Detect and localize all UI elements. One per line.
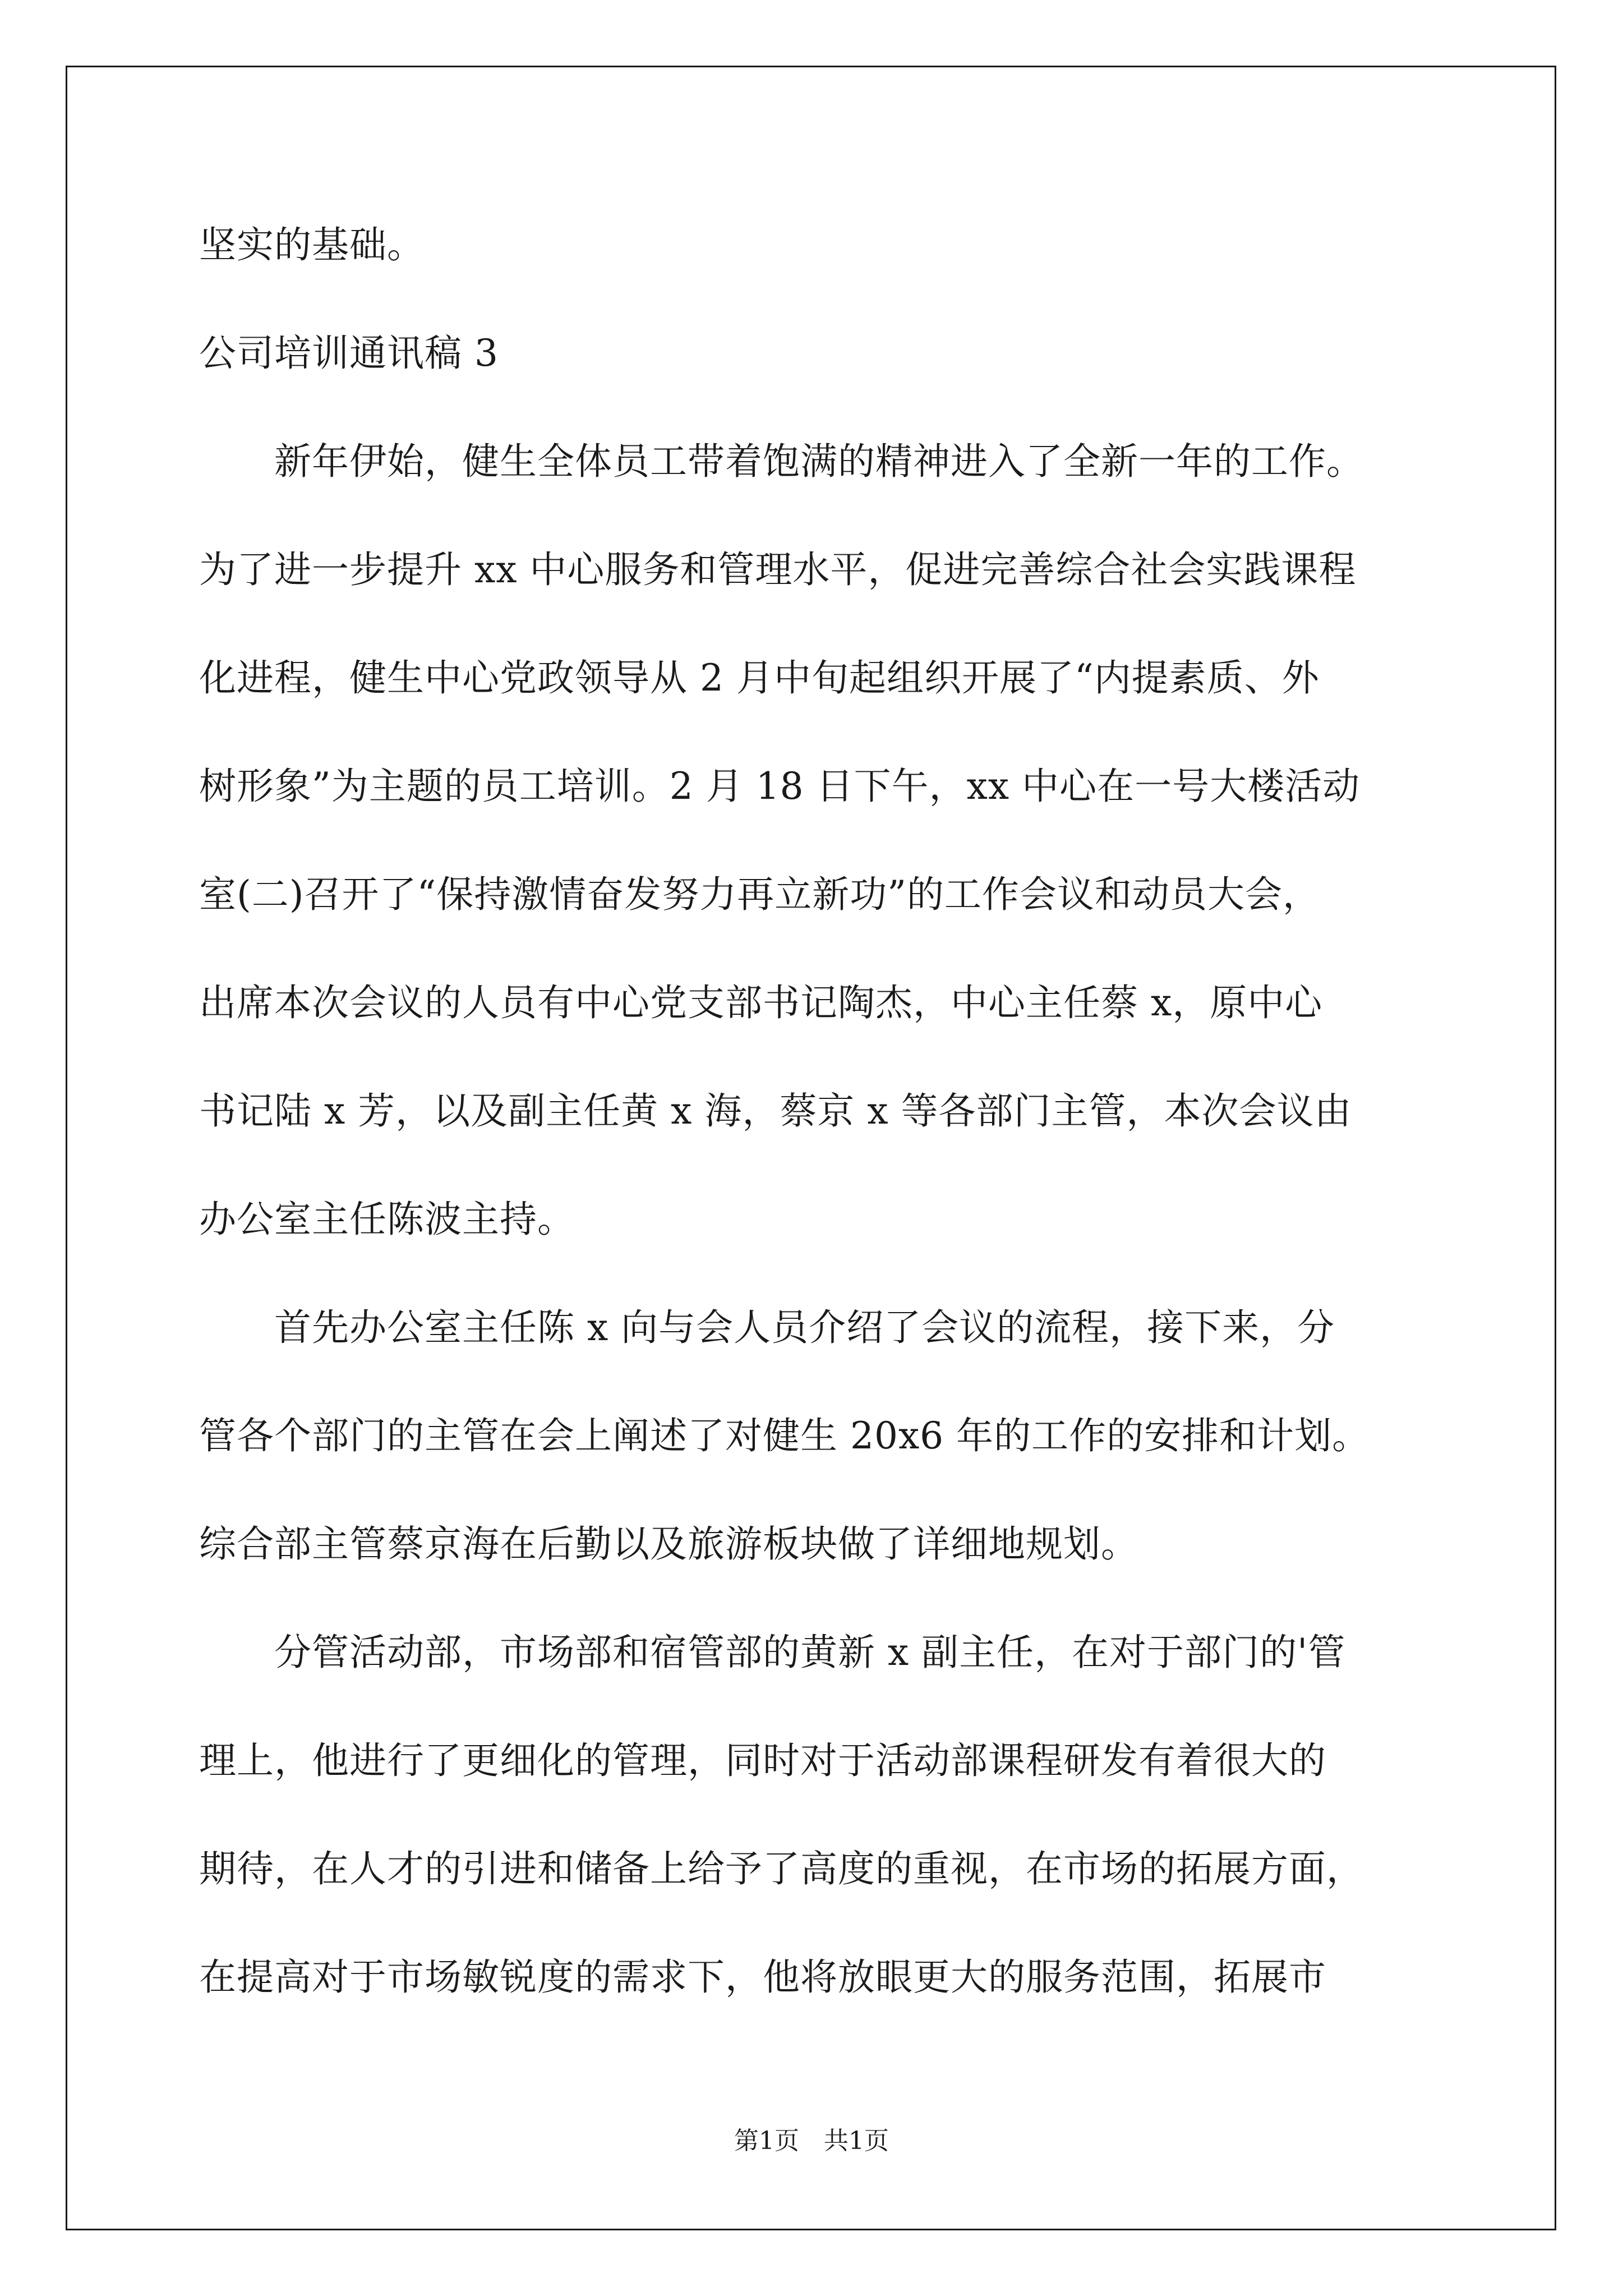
text-line: 分管活动部，市场部和宿管部的黄新 x 副主任，在对于部门的'管 xyxy=(199,1631,1346,1674)
text-line: 期待，在人才的引进和储备上给予了高度的重视，在市场的拓展方面， xyxy=(199,1847,1364,1890)
text-line: 管各个部门的主管在会上阐述了对健生 20x6 年的工作的安排和计划。 xyxy=(199,1414,1370,1457)
text-line: 综合部主管蔡京海在后勤以及旅游板块做了详细地规划。 xyxy=(199,1522,1138,1566)
page-number-footer: 第1页 共1页 xyxy=(734,2127,889,2155)
text-line: 书记陆 x 芳，以及副主任黄 x 海，蔡京 x 等各部门主管，本次会议由 xyxy=(199,1089,1352,1133)
text-line: 首先办公室主任陈 x 向与会人员介绍了会议的流程，接下来，分 xyxy=(199,1306,1335,1349)
text-line: 新年伊始，健生全体员工带着饱满的精神进入了全新一年的工作。 xyxy=(199,440,1364,483)
text-line: 出席本次会议的人员有中心党支部书记陶杰，中心主任蔡 x，原中心 xyxy=(199,981,1323,1024)
text-line: 为了进一步提升 xx 中心服务和管理水平，促进完善综合社会实践课程 xyxy=(199,548,1357,591)
text-line: 在提高对于市场敏锐度的需求下，他将放眼更大的服务范围，拓展市 xyxy=(199,1955,1326,1999)
text-line: 理上，他进行了更细化的管理，同时对于活动部课程研发有着很大的 xyxy=(199,1739,1326,1782)
text-line: 室(二)召开了“保持激情奋发努力再立新功”的工作会议和动员大会， xyxy=(199,873,1320,916)
text-line: 化进程，健生中心党政领导从 2 月中旬起组织开展了“内提素质、外 xyxy=(199,656,1320,700)
text-line: 树形象”为主题的员工培训。2 月 18 日下午，xx 中心在一号大楼活动 xyxy=(199,765,1361,808)
section-title: 公司培训通讯稿 3 xyxy=(199,332,499,375)
text-line: 坚实的基础。 xyxy=(199,223,425,266)
page-border xyxy=(66,66,1556,2230)
text-line: 办公室主任陈波主持。 xyxy=(199,1198,575,1241)
